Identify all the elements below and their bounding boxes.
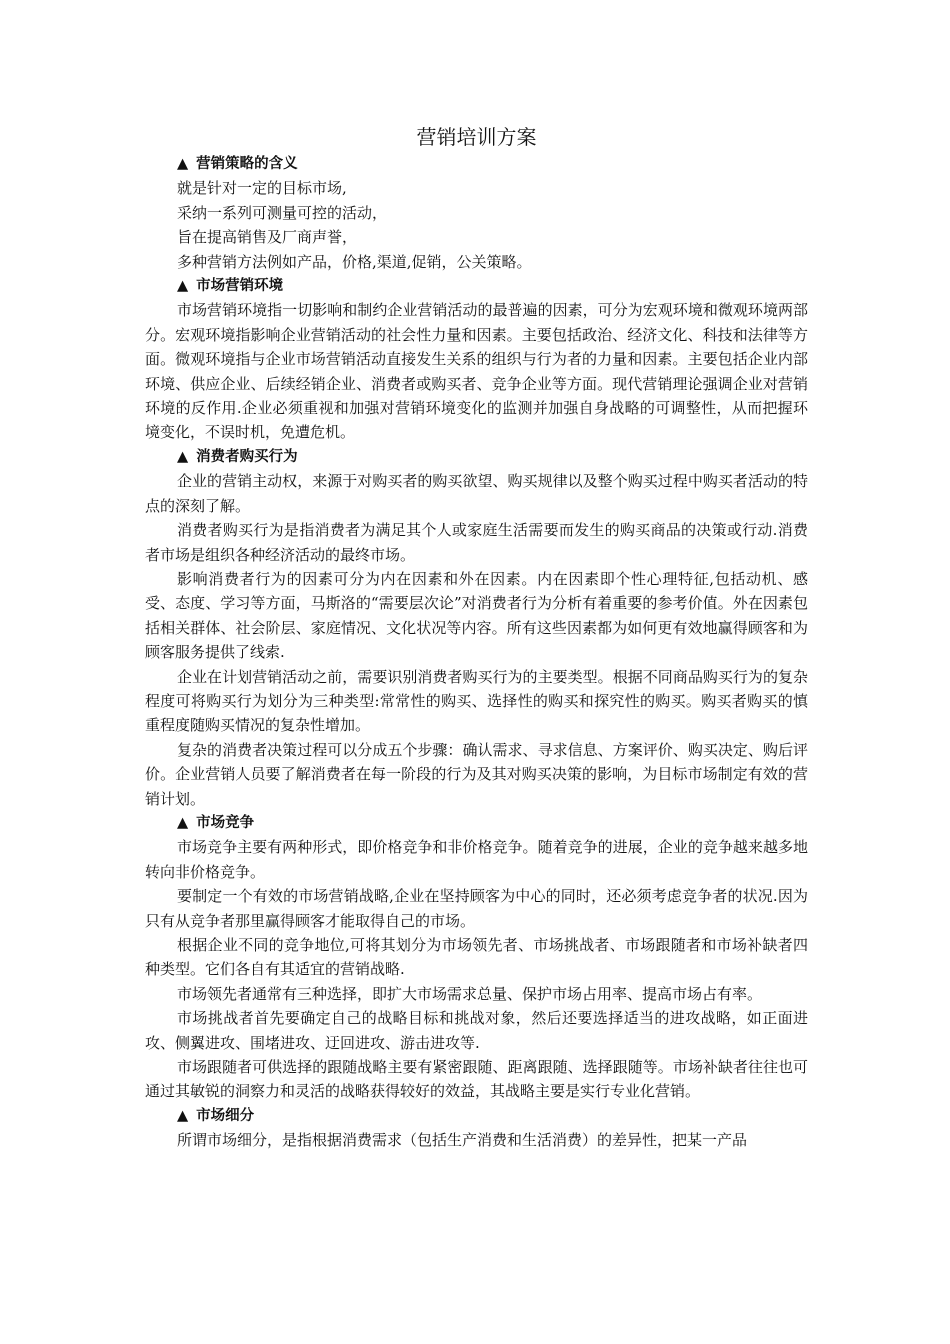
text-line: 旨在提高销售及厂商声誉， [177,228,358,247]
triangle-bullet-icon: ▲ [177,156,189,172]
section-heading-text: 市场竞争 [196,814,255,831]
triangle-bullet-icon: ▲ [177,1107,189,1124]
section-heading [145,152,808,176]
triangle-bullet-icon: ▲ [177,448,189,465]
paragraph: 所谓市场细分，是指根据消费需求（包括生产消费和生活消费）的差异性，把某一产品 [177,1131,748,1150]
paragraph: 消费者购买行为是指消费者为满足其个人或家庭生活需要而发生的购买商品的决策或行动.消费者市场是组织各种经济活动的最终市场。 [145,521,808,564]
paragraph: 市场跟随者可供选择的跟随战略主要有紧密跟随、距离跟随、选择跟随等。市场补缺者往往也可通过其敏锐的洞察力和灵活的战略获得较好的效益，其战略主要是实行专业化营销。 [145,1058,808,1101]
text-line: 采纳一系列可测量可控的活动， [177,203,388,222]
paragraph: 市场竞争主要有两种形式，即价格竞争和非价格竞争。随着竞争的进展，企业的竞争越来越多地转向非价格竞争。 [145,838,808,881]
text-line: 多种营销方法例如产品，价格,渠道,促销，公关策略。 [177,252,532,271]
text-line: 就是针对一定的目标市场, [177,179,347,198]
section-heading [145,445,808,469]
paragraph: 企业的营销主动权，来源于对购买者的购买欲望、购买规律以及整个购买过程中购买者活动的特点的深刻了解。 [145,472,808,515]
triangle-bullet-icon: ▲ [177,278,189,295]
paragraph: 影响消费者行为的因素可分为内在因素和外在因素。内在因素即个性心理特征,包括动机、感受、态度、学习等方面，马斯洛的“需要层次论”对消费者行为分析有着重要的参考价值。外在因素包括相关群体、社会阶层、家庭情况、文化状况等内容。所有这些因素都为如何更有效地赢得顾客和为顾客服务提供了线索. [145,569,808,662]
section-heading-text: 营销策略的含义 [196,156,298,172]
paragraph: 市场挑战者首先要确定自己的战略目标和挑战对象，然后还要选择适当的进攻战略，如正面进攻、侧翼进攻、围堵进攻、迂回进攻、游击进攻等. [145,1009,808,1052]
document-page [145,122,808,1153]
section-heading-text: 消费者购买行为 [196,448,298,465]
paragraph: 要制定一个有效的市场营销战略,企业在坚持顾客为中心的同时，还必须考虑竞争者的状况.因为只有从竞争者那里赢得顾客才能取得自己的市场。 [145,887,808,930]
paragraph: 市场领先者通常有三种选择，即扩大市场需求总量、保护市场占用率、提高市场占有率。 [177,984,763,1003]
paragraph: 企业在计划营销活动之前，需要识别消费者购买行为的主要类型。根据不同商品购买行为的复杂程度可将购买行为划分为三种类型:常常性的购买、选择性的购买和探究性的购买。购买者购买的慎重程度随购买情况的复杂性增加。 [145,667,808,735]
paragraph: 根据企业不同的竞争地位,可将其划分为市场领先者、市场挑战者、市场跟随者和市场补缺者四种类型。它们各自有其适宜的营销战略. [145,936,808,979]
section-heading-text: 市场细分 [196,1107,255,1124]
section-heading [145,1104,808,1128]
section-heading [145,274,808,298]
paragraph: 复杂的消费者决策过程可以分成五个步骤：确认需求、寻求信息、方案评价、购买决定、购后评价。企业营销人员要了解消费者在每一阶段的行为及其对购买决策的影响，为目标市场制定有效的营销计划。 [145,740,808,808]
section-heading-text: 市场营销环境 [196,278,284,295]
section-heading [145,811,808,835]
paragraph: 市场营销环境指一切影响和制约企业营销活动的最普遍的因素，可分为宏观环境和微观环境两部分。宏观环境指影响企业营销活动的社会性力量和因素。主要包括政治、经济文化、科技和法律等方面。微观环境指与企业市场营销活动直接发生关系的组织与行为者的力量和因素。主要包括企业内部环境、供应企业、后续经销企业、消费者或购买者、竞争企业等方面。现代营销理论强调企业对营销环境的反作用.企业必须重视和加强对营销环境变化的监测并加强自身战略的可调整性，从而把握环境变化，不误时机，免遭危机。 [145,301,808,442]
triangle-bullet-icon: ▲ [177,814,189,831]
document-title: 营销培训方案 [416,125,537,149]
